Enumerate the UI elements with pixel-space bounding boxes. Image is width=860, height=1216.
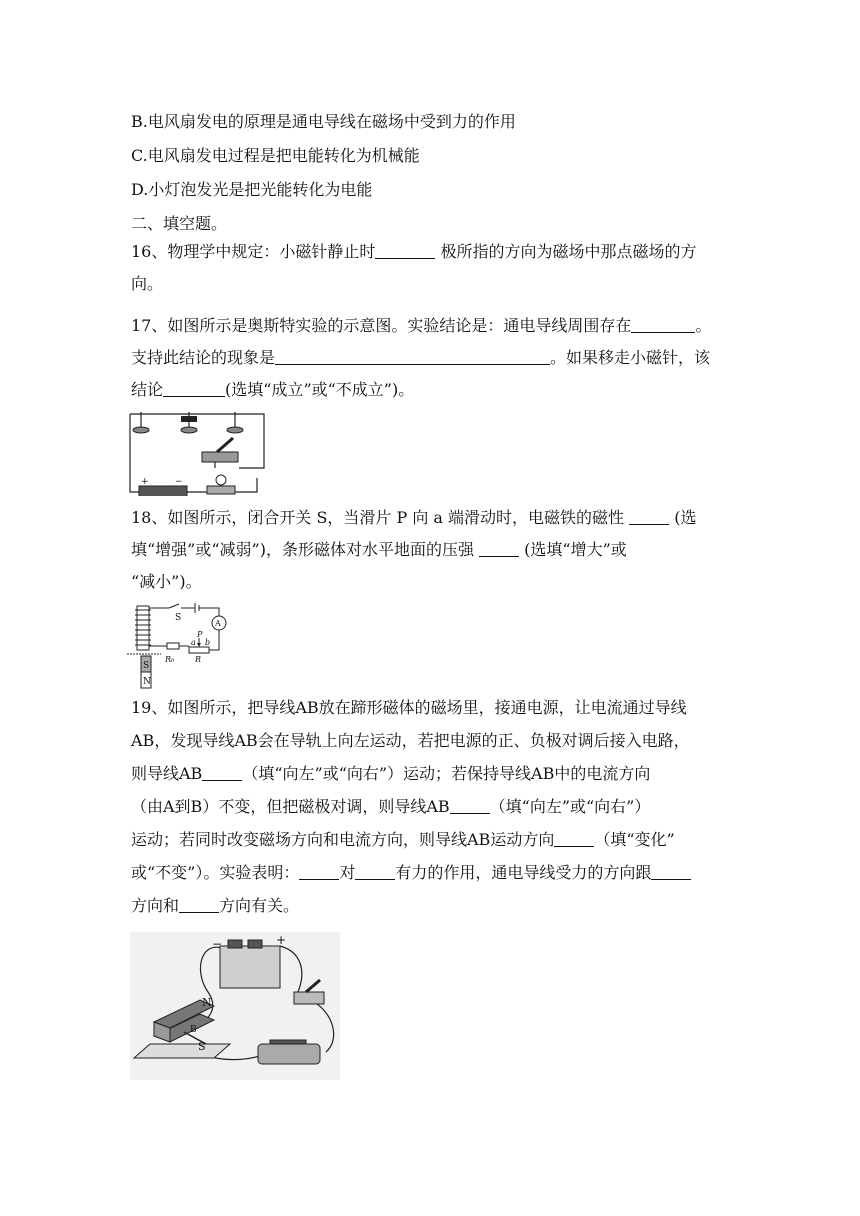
q19-blank-7[interactable] — [179, 896, 219, 913]
oersted-experiment-figure — [127, 406, 267, 496]
q17-text-c: 支持此结论的现象是 — [131, 348, 276, 367]
option-c: C.电风扇发电过程是把电能转化为机械能 — [131, 146, 420, 165]
question-17-line2 — [131, 346, 710, 370]
q19-text-h: 对 — [339, 863, 356, 882]
q18-text-d: (选填“增大”或 — [519, 540, 627, 559]
fig18-r-label: R — [195, 655, 202, 664]
question-16-line2: 向。 — [131, 274, 164, 293]
fig19-minus-label: − — [212, 937, 223, 951]
section-title: 二、填空题。 — [131, 214, 228, 233]
q17-blank-1[interactable] — [631, 316, 695, 333]
fig18-p-label: P — [197, 630, 203, 639]
q18-blank-1[interactable] — [629, 508, 669, 525]
question-19-line6 — [131, 861, 691, 885]
q17-text-f: (选填“成立”或“不成立”)。 — [225, 380, 415, 399]
q18-blank-2[interactable] — [479, 540, 519, 557]
fig18-ammeter-label: A — [215, 619, 221, 628]
option-d: D.小灯泡发光是把光能转化为电能 — [131, 180, 373, 199]
fig18-magnet-n-label: N — [143, 677, 151, 687]
question-19-line5 — [131, 828, 675, 852]
svg-text:−: − — [175, 477, 183, 487]
q17-text-e: 结论 — [131, 380, 164, 399]
q19-text-k: 方向有关。 — [219, 896, 300, 915]
question-19-line1: 19、如图所示，把导线AB放在蹄形磁体的磁场里，接通电源，让电流通过导线 — [131, 698, 687, 717]
q16-text-a: 16、物理学中规定：小磁针静止时 — [131, 242, 376, 261]
q19-text-b: （填“向左”或“向右”）运动；若保持导线AB中的电流方向 — [242, 764, 651, 783]
q18-text-b: (选 — [669, 508, 697, 527]
option-b: B.电风扇发电的原理是通电导线在磁场中受到力的作用 — [131, 112, 516, 131]
motor-effect-apparatus-figure — [130, 932, 340, 1080]
q19-text-j: 方向和 — [131, 896, 180, 915]
q17-blank-2[interactable] — [275, 348, 550, 365]
q19-blank-6[interactable] — [651, 863, 691, 880]
fig19-s-label: S — [198, 1040, 206, 1053]
q19-text-e: 运动；若同时改变磁场方向和电流方向，则导线AB运动方向 — [131, 830, 555, 849]
question-19-line4 — [131, 795, 650, 819]
q19-text-f: （填“变化” — [594, 830, 675, 849]
question-17-line1 — [131, 314, 711, 338]
question-18-line2 — [131, 538, 627, 562]
fig19-n-label: N — [202, 996, 212, 1009]
q18-text-c: 填“增强”或“减弱”)，条形磁体对水平地面的压强 — [131, 540, 480, 559]
q19-blank-2[interactable] — [450, 797, 490, 814]
fig19-b-label: B — [190, 1025, 197, 1035]
q19-text-a: 则导线AB — [131, 764, 203, 783]
fig18-switch-label: S — [175, 613, 182, 623]
q19-text-g: 或“不变”）。实验表明： — [131, 863, 300, 882]
q17-blank-3[interactable] — [163, 380, 225, 397]
q17-text-b: 。 — [695, 316, 712, 335]
question-19-line2: AB，发现导线AB会在导轨上向左运动，若把电源的正、负极对调后接入电路， — [131, 731, 690, 750]
electromagnet-circuit-figure — [127, 602, 237, 690]
question-17-line3 — [131, 378, 414, 402]
q16-text-b: 极所指的方向为磁场中那点磁场的方 — [435, 242, 697, 261]
q19-blank-4[interactable] — [299, 863, 339, 880]
q17-text-a: 17、如图所示是奥斯特实验的示意图。实验结论是：通电导线周围存在 — [131, 316, 632, 335]
question-19-line3 — [131, 762, 650, 786]
q19-text-i: 有力的作用，通电导线受力的方向跟 — [395, 863, 652, 882]
q18-text-a: 18、如图所示，闭合开关 S，当滑片 P 向 a 端滑动时，电磁铁的磁性 — [131, 508, 630, 527]
question-18-line1 — [131, 506, 697, 530]
q19-blank-1[interactable] — [202, 764, 242, 781]
q19-blank-5[interactable] — [355, 863, 395, 880]
fig18-magnet-s-label: S — [143, 661, 150, 671]
svg-text:+: + — [141, 477, 149, 487]
q19-text-d: （填“向左”或“向右”） — [489, 797, 651, 816]
q16-blank[interactable] — [375, 242, 435, 259]
q19-text-c: （由A到B）不变，但把磁极对调，则导线AB — [131, 797, 450, 816]
fig18-b-label: b — [205, 638, 211, 647]
fig18-a-label: a — [191, 638, 196, 647]
question-18-line3: “减小”)。 — [131, 572, 202, 591]
question-16-line1 — [131, 240, 696, 264]
q19-blank-3[interactable] — [554, 830, 594, 847]
fig18-r0-label: R₀ — [165, 655, 175, 664]
fig19-plus-label: + — [276, 933, 287, 947]
q17-text-d: 。如果移走小磁针，该 — [550, 348, 711, 367]
question-19-line7 — [131, 894, 299, 918]
